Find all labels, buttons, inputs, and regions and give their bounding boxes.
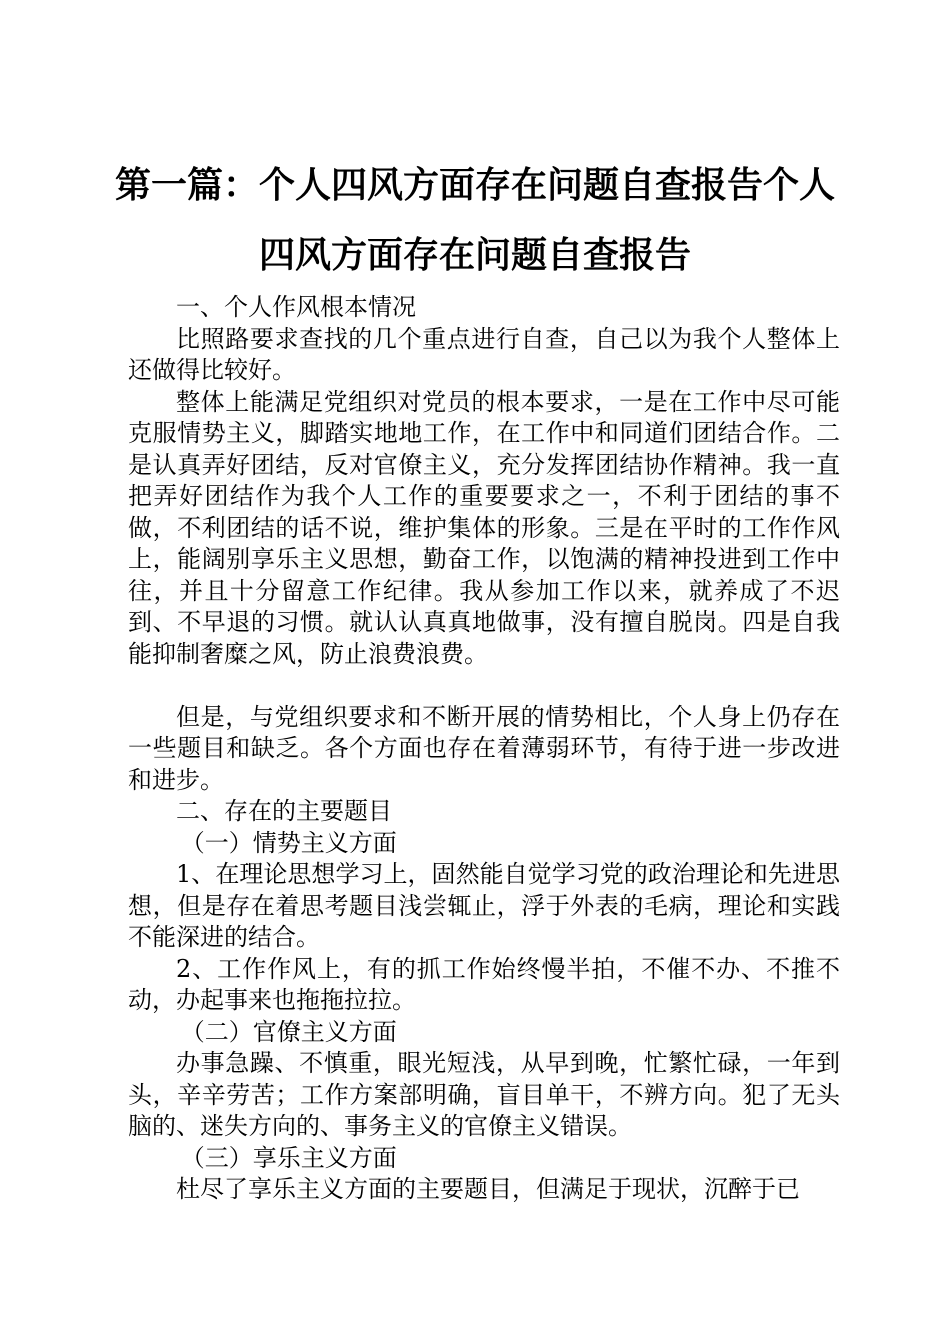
paragraph: 2、工作作风上，有的抓工作始终慢半拍，不催不办、不推不动，办起事来也拖拖拉拉。	[128, 954, 840, 1014]
section-heading-2: 二、存在的主要题目	[176, 797, 392, 825]
subsection-heading: （三）享乐主义方面	[180, 1143, 397, 1172]
subsection-heading: （二）官僚主义方面	[180, 1017, 397, 1046]
document-title-line-2: 四风方面存在问题自查报告	[258, 234, 691, 276]
paragraph: 1、在理论思想学习上，固然能自觉学习党的政治理论和先进思想，但是存在着思考题目浅尝辄止，浮于外表的毛病，理论和实践不能深进的结合。	[128, 860, 840, 951]
paragraph: 整体上能满足党组织对党员的根本要求，一是在工作中尽可能克服情势主义，脚踏实地地工作，在工作中和同道们团结合作。二是认真弄好团结，反对官僚主义，充分发挥团结协作精神。我一直把弄好团结作为我个人工作的重要要求之一，不利于团结的事不做，不利团结的话不说，维护集体的形象。三是在平时的工作作风上，能阔别享乐主义思想，勤奋工作，以饱满的精神投进到工作中往，并且十分留意工作纪律。我从参加工作以来，就养成了不迟到、不早退的习惯。就认认真真地做事，没有擅自脱岗。四是自我能抑制奢糜之风，防止浪费浪费。	[128, 387, 840, 668]
subsection-heading: （一）情势主义方面	[180, 828, 397, 857]
document-title-line-1: 第一篇：个人四风方面存在问题自查报告个人	[114, 164, 835, 206]
paragraph: 比照路要求查找的几个重点进行自查，自己以为我个人整体上还做得比较好。	[128, 324, 840, 384]
paragraph: 办事急躁、不慎重，眼光短浅，从早到晚，忙繁忙碌，一年到头，辛辛劳苦；工作方案部明确，盲目单干，不辨方向。犯了无头脑的、迷失方向的、事务主义的官僚主义错误。	[128, 1049, 840, 1140]
paragraph: 但是，与党组织要求和不断开展的情势相比，个人身上仍存在一些题目和缺乏。各个方面也存在着薄弱环节，有待于进一步改进和进步。	[128, 702, 840, 794]
paragraph: 杜尽了享乐主义方面的主要题目，但满足于现状，沉醉于已	[176, 1175, 800, 1203]
section-heading-1: 一、个人作风根本情况	[176, 293, 416, 321]
document-body	[128, 292, 840, 1206]
